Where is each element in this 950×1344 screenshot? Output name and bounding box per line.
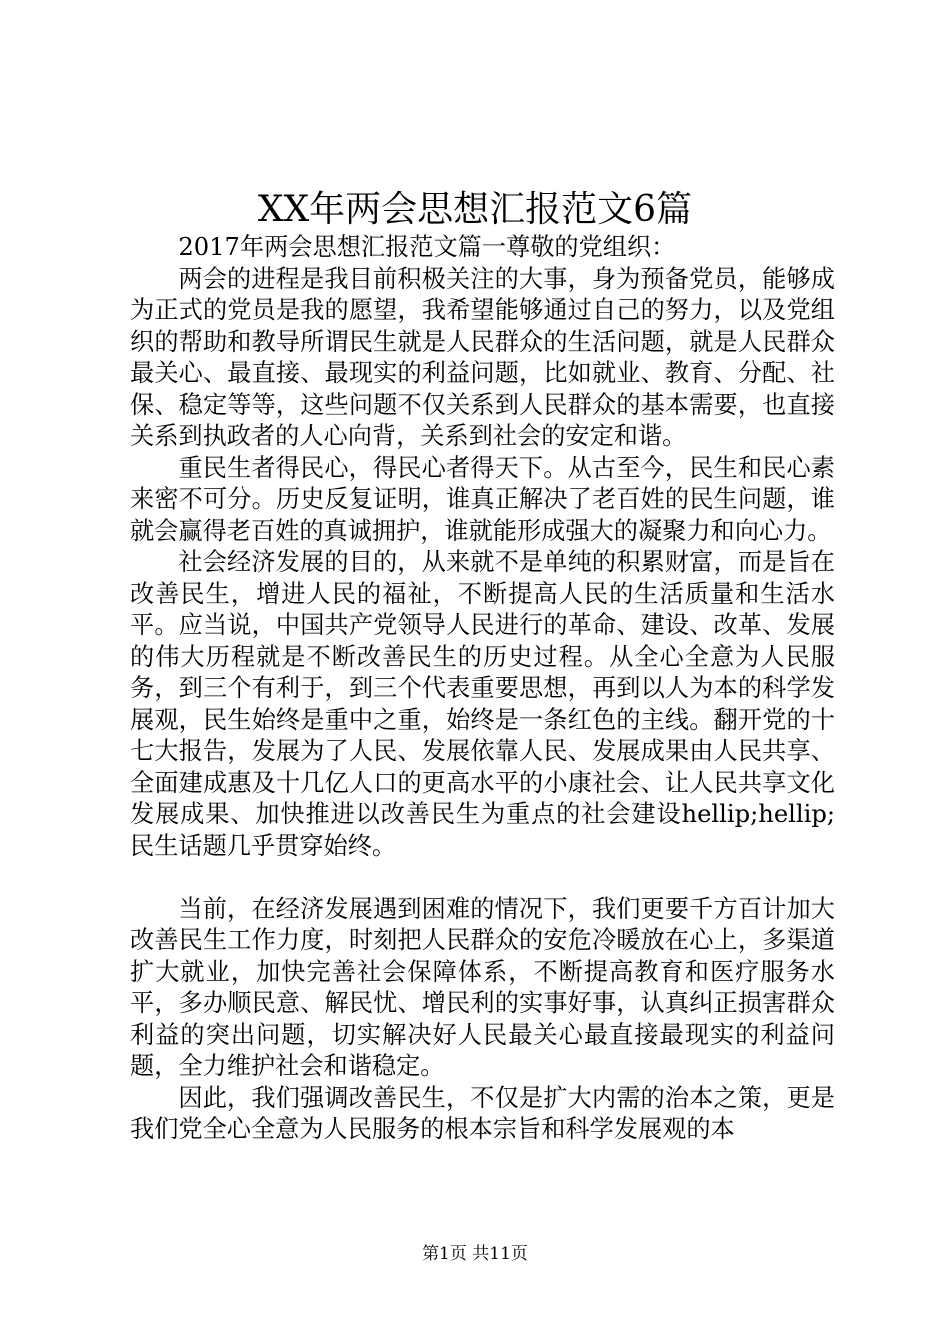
paragraph: 因此，我们强调改善民生，不仅是扩大内需的治本之策，更是我们党全心全意为人民服务的根本宗旨和科学发展观的本: [130, 1083, 835, 1143]
paragraph: 当前，在经济发展遇到困难的情况下，我们更要千方百计加大改善民生工作力度，时刻把人民群众的安危冷暖放在心上，多渠道扩大就业，加快完善社会保障体系，不断提高教育和医疗服务水平，多办顺民意、解民忧、增民利的实事好事，认真纠正损害群众利益的突出问题，切实解决好人民最关心最直接最现实的利益问题，全力维护社会和谐稳定。: [130, 894, 835, 1080]
document-title: XX年两会思想汇报范文6篇: [257, 189, 693, 230]
page-number-footer: 第1页 共11页: [422, 1244, 528, 1264]
paragraph-salutation: 2017年两会思想汇报范文篇一尊敬的党组织：: [178, 233, 676, 261]
document-body: [130, 232, 835, 1146]
paragraph-spacer: [130, 862, 835, 894]
paragraph: 两会的进程是我目前积极关注的大事，身为预备党员，能够成为正式的党员是我的愿望，我希望能够通过自己的努力，以及党组织的帮助和教导所谓民生就是人民群众的生活问题，就是人民群众最关心、最直接、最现实的利益问题，比如就业、教育、分配、社保、稳定等等，这些问题不仅关系到人民群众的基本需要，也直接关系到执政者的人心向背，关系到社会的安定和谐。: [130, 264, 835, 450]
paragraph: 重民生者得民心，得民心者得天下。从古至今，民生和民心素来密不可分。历史反复证明，谁真正解决了老百姓的民生问题，谁就会赢得老百姓的真诚拥护，谁就能形成强大的凝聚力和向心力。: [130, 453, 835, 545]
paragraph: 社会经济发展的目的，从来就不是单纯的积累财富，而是旨在改善民生，增进人民的福祉，不断提高人民的生活质量和生活水平。应当说，中国共产党领导人民进行的革命、建设、改革、发展的伟大历程就是不断改善民生的历史过程。从全心全意为人民服务，到三个有利于，到三个代表重要思想，再到以人为本的科学发展观，民生始终是重中之重，始终是一条红色的主线。翻开党的十七大报告，发展为了人民、发展依靠人民、发展成果由人民共享、全面建成惠及十几亿人口的更高水平的小康社会、让人民共享文化发展成果、加快推进以改善民生为重点的社会建设hellip;hellip;民生话题几乎贯穿始终。: [130, 548, 835, 860]
